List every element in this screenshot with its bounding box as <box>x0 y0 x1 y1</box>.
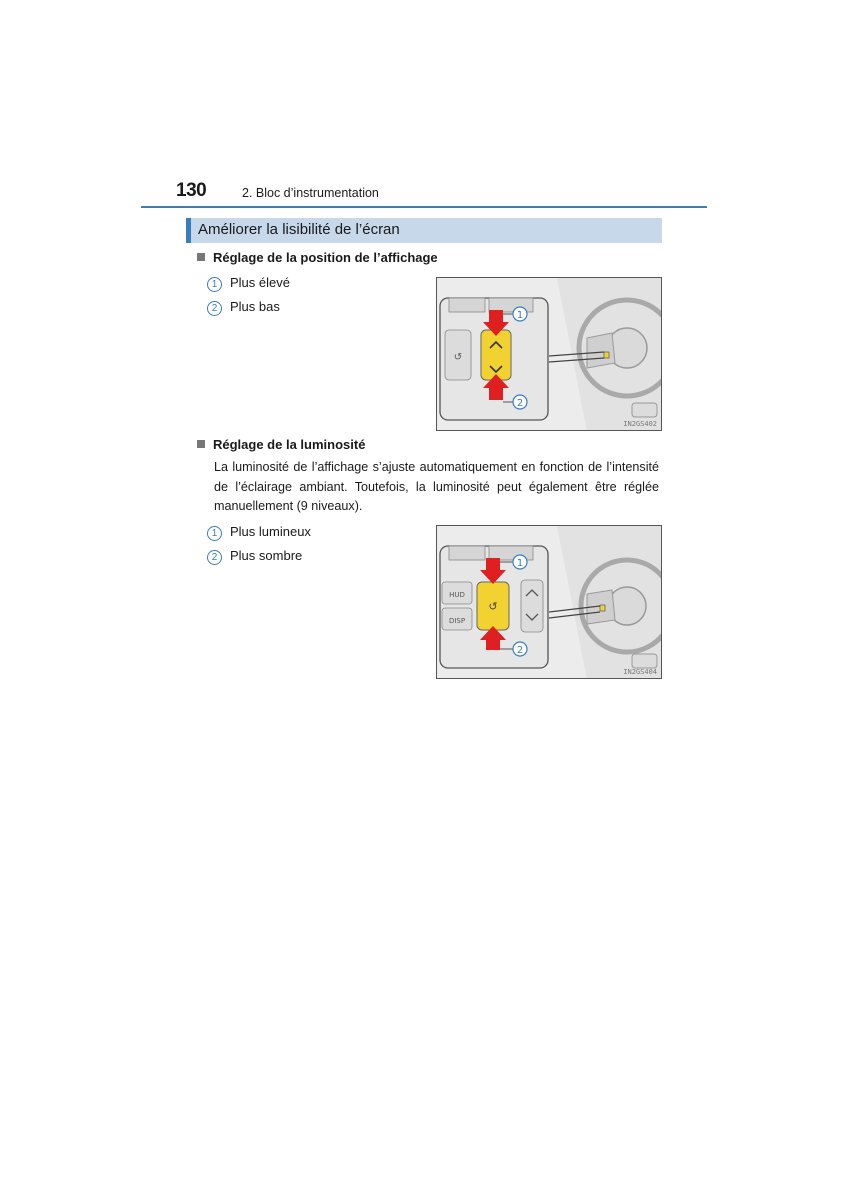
brightness-switch-illustration <box>436 525 662 679</box>
list-item-label: Plus lumineux <box>230 524 311 539</box>
list-item-label: Plus bas <box>230 299 280 314</box>
page-number: 130 <box>176 180 207 201</box>
svg-text:↺: ↺ <box>488 600 498 613</box>
circled-number-icon: 1 <box>207 277 222 292</box>
svg-text:1: 1 <box>516 558 524 569</box>
position-heading-text: Réglage de la position de l’affichage <box>213 250 438 265</box>
circled-number-icon: 1 <box>207 526 222 541</box>
list-item <box>207 275 290 292</box>
circled-number-icon: 2 <box>207 301 222 316</box>
square-bullet-icon <box>197 440 205 448</box>
svg-text:1: 1 <box>516 310 524 321</box>
svg-text:↺: ↺ <box>453 352 463 363</box>
page-header <box>141 178 707 210</box>
list-item-label: Plus sombre <box>230 548 303 563</box>
brightness-heading-text: Réglage de la luminosité <box>213 437 366 452</box>
position-switch-illustration <box>436 277 662 431</box>
brightness-subheading <box>197 437 365 452</box>
figure-code: IN2GS404 <box>623 668 657 676</box>
header-divider <box>141 206 707 208</box>
brightness-paragraph: La luminosité de l’affichage s’ajuste automatiquement en fonction de l’intensité de l’éclairage ambiant. Toutefois, la luminosité peut également être réglée manuellement (9 niveaux). <box>214 460 659 513</box>
square-bullet-icon <box>197 253 205 261</box>
list-item <box>207 524 311 541</box>
section-title: Améliorer la lisibilité de l’écran <box>198 221 400 238</box>
circled-number-icon: 2 <box>207 550 222 565</box>
hud-switch-label: HUD <box>449 591 465 599</box>
chapter-title: 2. Bloc d’instrumentation <box>242 186 379 200</box>
svg-text:2: 2 <box>516 645 524 656</box>
disp-switch-label: DISP <box>448 617 466 625</box>
list-item <box>207 299 280 316</box>
list-item <box>207 548 302 565</box>
list-item-label: Plus élevé <box>230 275 290 290</box>
section-heading-bar <box>186 218 662 243</box>
figure-code: IN2GS402 <box>623 420 657 428</box>
position-subheading <box>197 250 438 265</box>
svg-text:2: 2 <box>516 398 524 409</box>
